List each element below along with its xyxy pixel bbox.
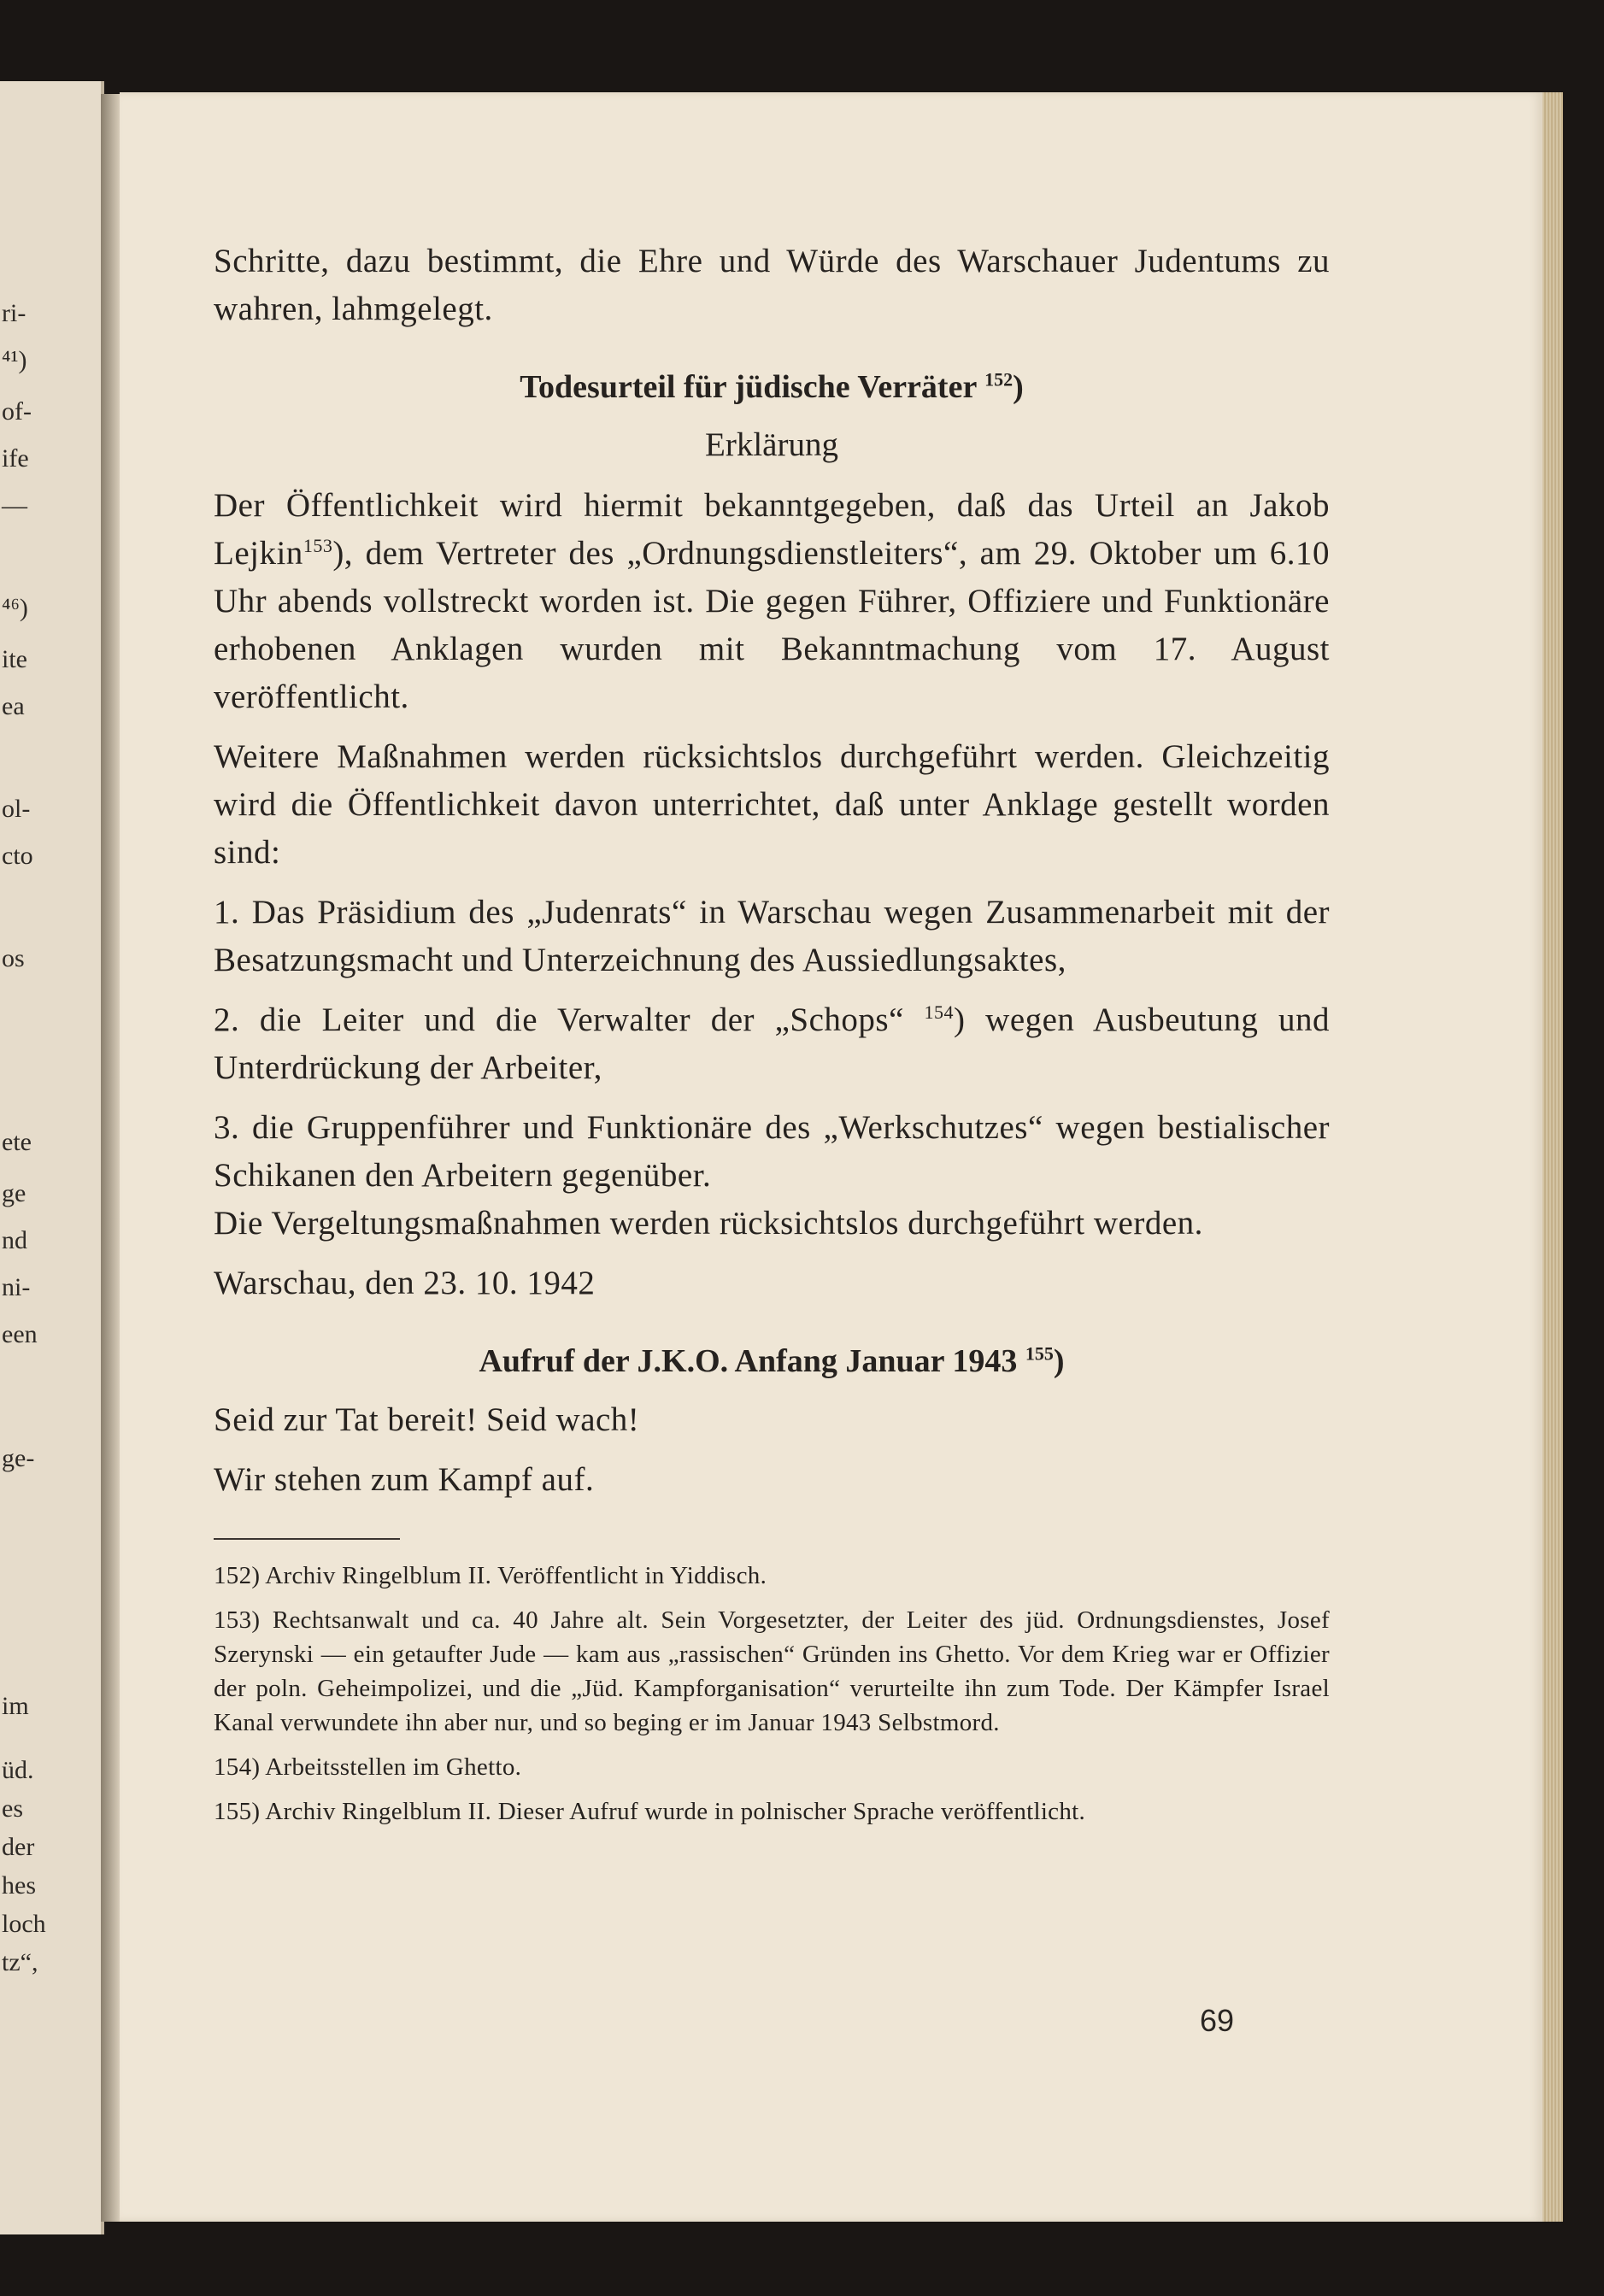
footnote-152: 152) Archiv Ringelblum II. Veröffentlicht in Yiddisch. (214, 1562, 767, 1589)
left-fragment: ⁴¹) (2, 346, 27, 374)
paragraph-text: ), dem Vertreter des „Ordnungsdienstleiters“, am 29. Oktober um 6.10 Uhr abends vollstreckt worden ist. Die gegen Führer, Offiziere und Funktionäre erhobenen Anklagen wurden mit Bekanntmachung vom 17. August veröffentlicht. (214, 535, 1330, 715)
left-fragment: ni- (2, 1273, 31, 1301)
footnote-divider (214, 1538, 400, 1540)
page-content (214, 238, 1330, 1839)
paragraph-text: Der Öffentlichkeit wird hiermit bekanntgegeben, daß das Urteil an Jakob Lejkin (214, 487, 1330, 572)
heading-text: Aufruf der J.K.O. Anfang Januar 1943 (479, 1343, 1018, 1379)
section-heading-appeal: Aufruf der J.K.O. Anfang Januar 1943 $^{155}$) (479, 1342, 1065, 1379)
left-fragment: üd. (2, 1756, 34, 1784)
intro-paragraph: Schritte, dazu bestimmt, die Ehre und Würde des Warschauer Judentums zu wahren, lahmgelegt. (214, 243, 1330, 327)
left-fragment: loch (2, 1910, 46, 1938)
list-item-text: 2. die Leiter und die Verwalter der „Schops“ (214, 1001, 904, 1038)
left-fragment: — (2, 491, 27, 520)
page-block-edge (1542, 92, 1563, 2222)
closing-line: Die Vergeltungsmaßnahmen werden rücksichtslos durchgeführt werden. (214, 1205, 1203, 1242)
date-line: Warschau, den 23. 10. 1942 (214, 1265, 596, 1301)
left-fragment: ite (2, 645, 27, 673)
left-fragment: ⁴⁶) (2, 594, 28, 622)
footnote-ref: 153 (303, 535, 333, 556)
appeal-line: Seid zur Tat bereit! Seid wach! (214, 1401, 640, 1438)
paragraph (214, 482, 1330, 721)
left-fragment: ife (2, 444, 29, 473)
footnote-154: 154) Arbeitsstellen im Ghetto. (214, 1753, 522, 1781)
book-page (120, 92, 1542, 2222)
page-number: 69 (1200, 2003, 1235, 2038)
list-item: 1. Das Präsidium des „Judenrats“ in Warschau wegen Zusammenarbeit mit der Besatzungsmacht und Unterzeichnung des Aussiedlungsaktes, (214, 894, 1330, 978)
left-fragment: os (2, 944, 25, 972)
left-fragment: of- (2, 397, 32, 426)
list-item: 3. die Gruppenführer und Funktionäre des „Werkschutzes“ wegen bestialischer Schikanen den Arbeitern gegenüber. (214, 1109, 1330, 1194)
left-fragment: es (2, 1794, 23, 1823)
left-fragment: hes (2, 1871, 36, 1900)
left-fragment: ge (2, 1179, 26, 1207)
footnote-153: 153) Rechtsanwalt und ca. 40 Jahre alt. Sein Vorgesetzter, der Leiter des jüd. Ordnungsdienstes, Josef Szerynski — ein getaufter Jude — kam aus „rassischen“ Gründen ins Ghetto. Vor dem Krieg war er Offizier der poln. Geheimpolizei, und die „Jüd. Kampforganisation“ verurteilte ihn zum Tode. Der Kämpfer Israel Kanal verwundete ihn aber nur, und so beging er im Januar 1943 Selbstmord. (214, 1606, 1330, 1736)
left-fragment: cto (2, 842, 33, 870)
list-item (214, 996, 1330, 1092)
footnote-ref: 154 (924, 1001, 955, 1023)
footnote-155: 155) Archiv Ringelblum II. Dieser Aufruf wurde in polnischer Sprache veröffentlicht. (214, 1798, 1086, 1825)
left-fragment: ete (2, 1128, 32, 1156)
subheading-declaration: Erklärung (705, 426, 838, 463)
heading-text: Todesurteil für jüdische Verräter (520, 369, 977, 405)
left-fragment: ea (2, 692, 25, 720)
footnote-ref: 155 (1025, 1342, 1054, 1365)
left-fragment: nd (2, 1226, 27, 1254)
left-fragment: tz“, (2, 1948, 38, 1976)
list-item-text: ) wegen Ausbeutung und Unterdrückung der Arbeiter, (214, 1001, 1330, 1086)
left-fragment: ge- (2, 1444, 35, 1472)
book-gutter (101, 94, 120, 2222)
paragraph: Weitere Maßnahmen werden rücksichtslos durchgeführt werden. Gleichzeitig wird die Öffentlichkeit davon unterrichtet, daß unter Anklage gestellt worden sind: (214, 738, 1330, 871)
left-fragment: een (2, 1320, 38, 1348)
left-fragment: ol- (2, 795, 31, 823)
appeal-line: Wir stehen zum Kampf auf. (214, 1461, 595, 1498)
left-fragment: der (2, 1833, 35, 1861)
left-fragment: ri- (2, 299, 26, 327)
left-fragment: im (2, 1692, 29, 1720)
footnote-ref: 152 (984, 368, 1014, 390)
left-page-edge (0, 81, 104, 2234)
section-heading-death-sentence: Todesurteil für jüdische Verräter $^{152}$) (520, 368, 1024, 405)
